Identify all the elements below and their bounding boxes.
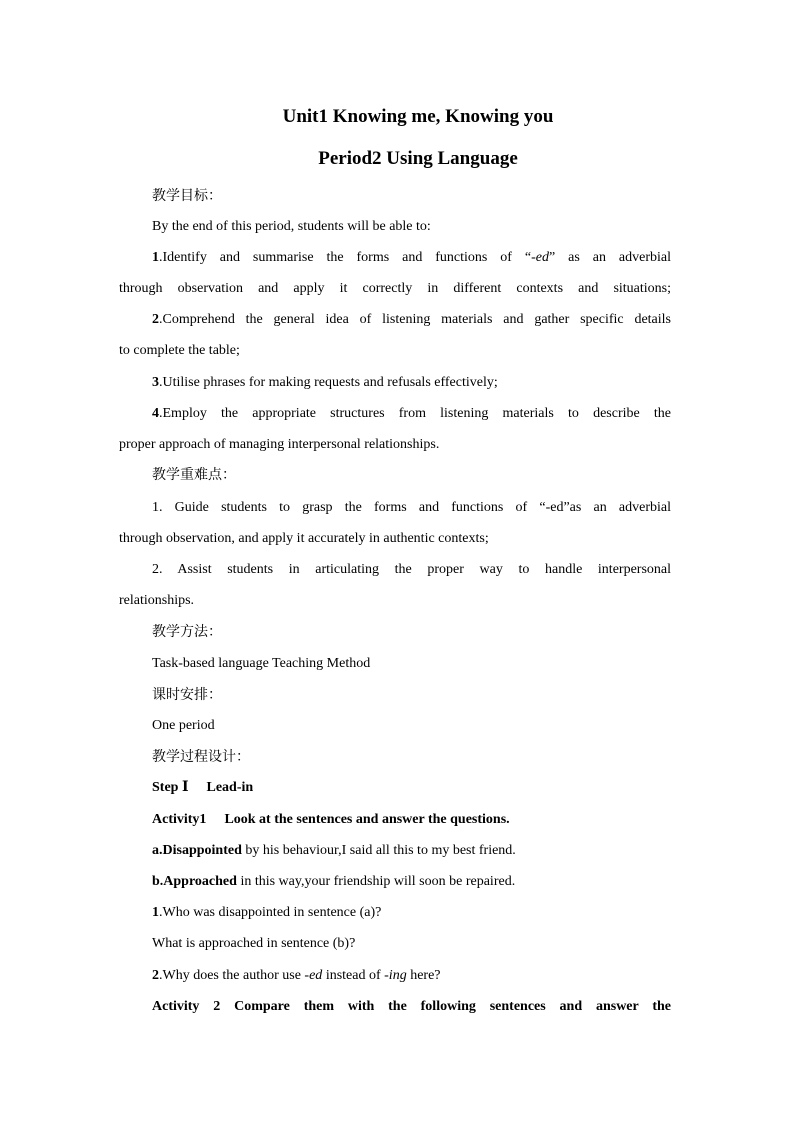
objective-1-number: 1 — [152, 250, 159, 265]
process-heading: 教学过程设计： — [152, 749, 250, 765]
objective-2-line2: to complete the table; — [119, 343, 240, 358]
key-point-2-line1: 2. Assist students in articulating the proper way to handle interpersonal — [152, 562, 671, 577]
methods-heading: 教学方法： — [152, 624, 222, 640]
document-subtitle: Period2 Using Language — [318, 148, 518, 169]
methods-text: Task-based language Teaching Method — [152, 656, 371, 671]
key-point-1-line1: 1. Guide students to grasp the forms and functions of “-ed”as an adverbial — [152, 500, 671, 515]
activity1-heading — [152, 811, 510, 829]
objective-3-number: 3 — [152, 375, 159, 390]
objective-2-line1: 2.Comprehend the general idea of listening materials and gather specific details — [152, 312, 671, 327]
key-point-2-line2: relationships. — [119, 593, 195, 608]
objective-3-line1: 3.Utilise phrases for making requests and refusals effectively; — [152, 375, 498, 390]
objective-2-number: 2 — [152, 312, 159, 327]
sentence-b: b.Approached in this way,your friendship will soon be repaired. — [152, 874, 516, 889]
step-heading — [152, 779, 253, 797]
key-points-heading: 教学重难点： — [152, 467, 236, 483]
sentence-a: a.Disappointed by his behaviour,I said all this to my best friend. — [152, 843, 516, 858]
question-1-followup: What is approached in sentence (b)? — [152, 936, 356, 951]
question-1: 1.Who was disappointed in sentence (a)? — [152, 905, 382, 920]
objectives-intro: By the end of this period, students will be able to: — [152, 219, 431, 234]
activity1-label: Activity1 — [152, 812, 207, 827]
objective-4-line1: 4.Employ the appropriate structures from listening materials to describe the — [152, 406, 671, 421]
step-label: Step Ⅰ — [152, 780, 189, 795]
objective-1-line1: 1.Identify and summarise the forms and functions of “-ed” as an adverbial — [152, 250, 671, 265]
step-title: Lead-in — [206, 780, 254, 795]
key-point-1-line2: through observation, and apply it accurately in authentic contexts; — [119, 531, 489, 546]
objective-4-line2: proper approach of managing interpersonal relationships. — [119, 437, 440, 452]
activity1-title: Look at the sentences and answer the questions. — [224, 812, 510, 827]
activity2-heading: Activity 2 Compare them with the following sentences and answer the — [152, 999, 671, 1014]
objectives-heading: 教学目标： — [152, 188, 222, 204]
schedule-text: One period — [152, 718, 215, 733]
document-title: Unit1 Knowing me, Knowing you — [282, 106, 554, 127]
objective-1-line2: through observation and apply it correctly in different contexts and situations; — [119, 281, 671, 296]
question-2: 2.Why does the author use -ed instead of -ing here? — [152, 968, 441, 983]
objective-4-number: 4 — [152, 406, 159, 421]
schedule-heading: 课时安排： — [152, 687, 222, 703]
